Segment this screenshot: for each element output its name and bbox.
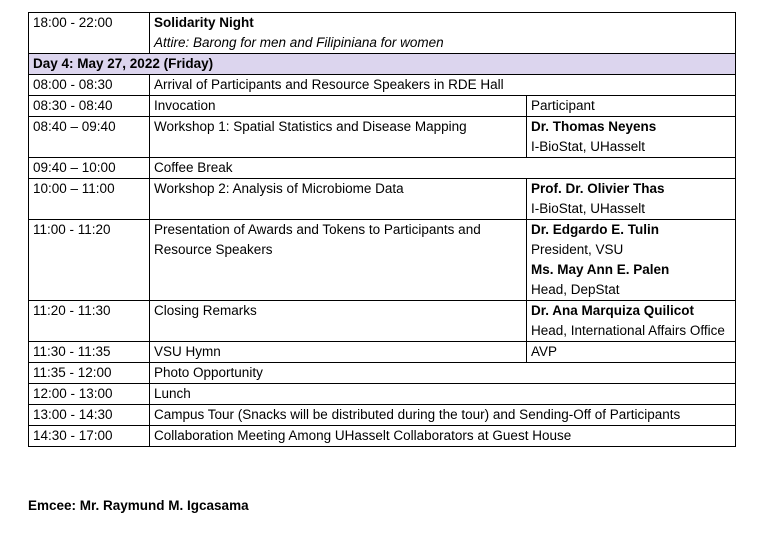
event-title: Solidarity Night — [154, 15, 254, 30]
time-cell: 08:40 – 09:40 — [29, 117, 150, 158]
time-cell: 11:20 - 11:30 — [29, 301, 150, 342]
person-cell — [527, 220, 736, 301]
time-cell: 13:00 - 14:30 — [29, 405, 150, 426]
time-cell: 12:00 - 13:00 — [29, 384, 150, 405]
activity-cell: Workshop 1: Spatial Statistics and Disease Mapping — [150, 117, 527, 158]
table-row — [29, 384, 736, 405]
activity-cell: Campus Tour (Snacks will be distributed during the tour) and Sending-Off of Participants — [150, 405, 736, 426]
activity-cell: Lunch — [150, 384, 736, 405]
table-row — [29, 179, 736, 220]
person-cell — [527, 179, 736, 220]
speaker-name: Dr. Ana Marquiza Quilicot — [531, 303, 695, 318]
table-row — [29, 13, 736, 54]
activity-cell: VSU Hymn — [150, 342, 527, 363]
speaker-affiliation: President, VSU — [531, 242, 624, 257]
activity-cell — [150, 13, 736, 54]
person-cell: Participant — [527, 96, 736, 117]
activity-cell: Coffee Break — [150, 158, 736, 179]
table-row — [29, 75, 736, 96]
speaker-affiliation: Head, DepStat — [531, 282, 620, 297]
activity-cell: Photo Opportunity — [150, 363, 736, 384]
table-row — [29, 96, 736, 117]
activity-cell: Workshop 2: Analysis of Microbiome Data — [150, 179, 527, 220]
activity-cell: Presentation of Awards and Tokens to Participants and Resource Speakers — [150, 220, 527, 301]
time-cell: 10:00 – 11:00 — [29, 179, 150, 220]
schedule-table — [28, 12, 736, 447]
person-cell: AVP — [527, 342, 736, 363]
speaker-affiliation: I-BioStat, UHasselt — [531, 139, 646, 154]
table-row — [29, 220, 736, 301]
table-row — [29, 117, 736, 158]
table-row — [29, 426, 736, 447]
speaker-affiliation: I-BioStat, UHasselt — [531, 201, 646, 216]
time-cell: 11:35 - 12:00 — [29, 363, 150, 384]
speaker-name: Dr. Edgardo E. Tulin — [531, 222, 660, 237]
speaker-name: Dr. Thomas Neyens — [531, 119, 657, 134]
table-row — [29, 158, 736, 179]
speaker-affiliation: Head, International Affairs Office — [531, 323, 725, 338]
activity-cell: Collaboration Meeting Among UHasselt Collaborators at Guest House — [150, 426, 736, 447]
speaker-name: Ms. May Ann E. Palen — [531, 262, 670, 277]
time-cell: 08:00 - 08:30 — [29, 75, 150, 96]
table-row — [29, 342, 736, 363]
emcee-note: Emcee: Mr. Raymund M. Igcasama — [28, 498, 249, 513]
time-cell: 08:30 - 08:40 — [29, 96, 150, 117]
time-cell: 18:00 - 22:00 — [29, 13, 150, 54]
time-cell: 11:00 - 11:20 — [29, 220, 150, 301]
activity-cell: Invocation — [150, 96, 527, 117]
day-header: Day 4: May 27, 2022 (Friday) — [29, 54, 736, 75]
time-cell: 09:40 – 10:00 — [29, 158, 150, 179]
speaker-name: Prof. Dr. Olivier Thas — [531, 181, 665, 196]
activity-cell: Closing Remarks — [150, 301, 527, 342]
table-row — [29, 405, 736, 426]
attire-note: Attire: Barong for men and Filipiniana for women — [154, 35, 444, 50]
activity-cell: Arrival of Participants and Resource Speakers in RDE Hall — [150, 75, 736, 96]
person-cell — [527, 117, 736, 158]
table-row — [29, 301, 736, 342]
time-cell: 11:30 - 11:35 — [29, 342, 150, 363]
table-row — [29, 363, 736, 384]
time-cell: 14:30 - 17:00 — [29, 426, 150, 447]
person-cell — [527, 301, 736, 342]
day-header-row — [29, 54, 736, 75]
